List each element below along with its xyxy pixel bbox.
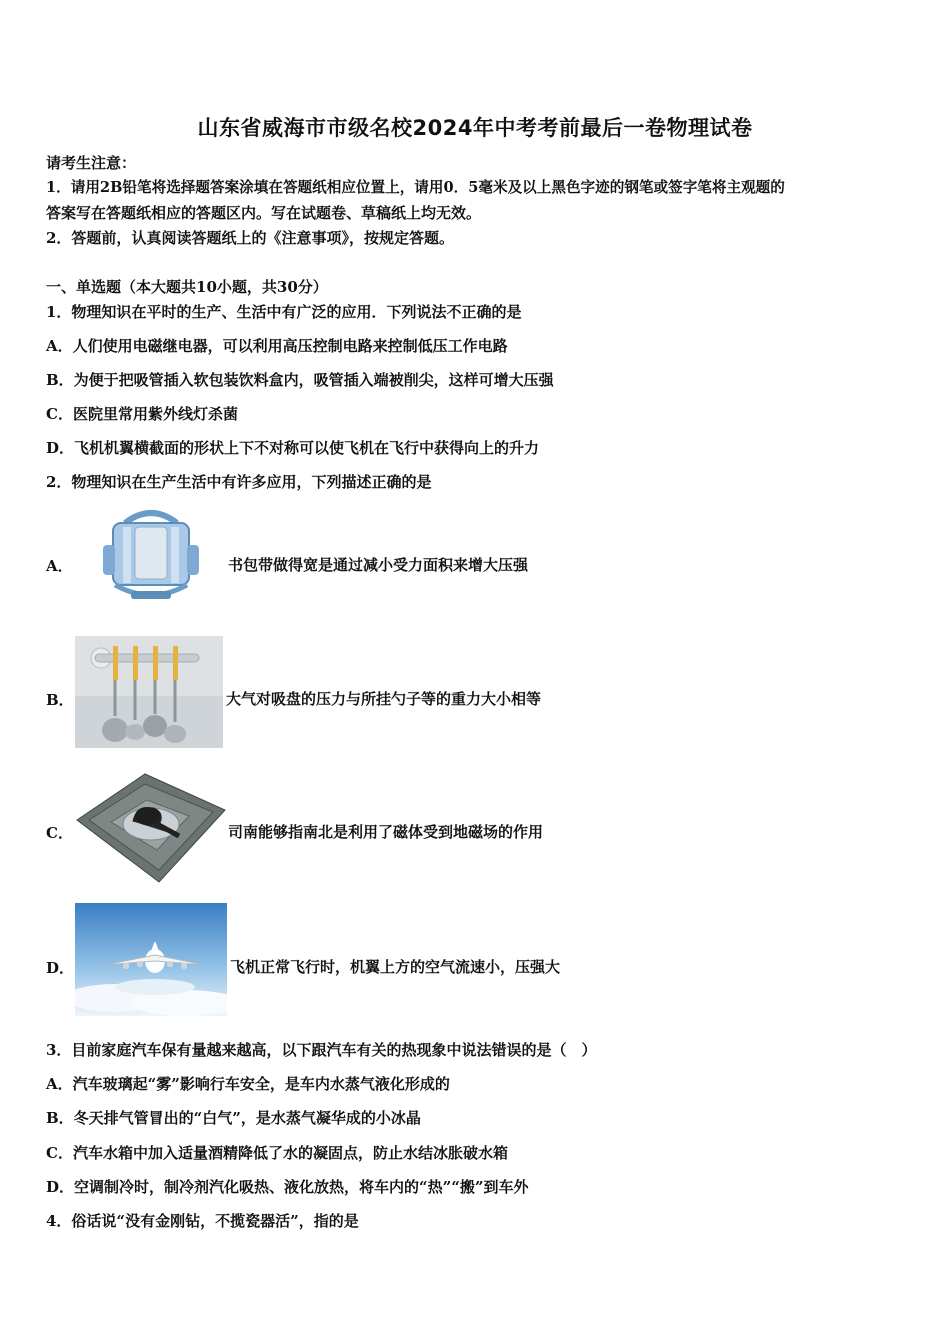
q3-option-b: B．冬天排气管冒出的“白气”，是水蒸气凝华成的小冰晶	[46, 1109, 421, 1127]
q3-stem: 3．目前家庭汽车保有量越来越高，以下跟汽车有关的热现象中说法错误的是（ ）	[46, 1041, 597, 1059]
airplane-image	[75, 903, 227, 1016]
q2-option-c-letter: C．	[46, 824, 73, 842]
q2-option-c-text: 司南能够指南北是利用了磁体受到地磁场的作用	[228, 823, 544, 841]
q2-option-a-letter: A．	[46, 557, 73, 575]
section-heading: 一、单选题（本大题共10小题，共30分）	[46, 278, 328, 296]
q3-option-d: D．空调制冷时，制冷剂汽化吸热、液化放热，将车内的“热”“搬”到车外	[46, 1178, 529, 1196]
q3-option-c: C．汽车水箱中加入适量酒精降低了水的凝固点，防止水结冰胀破水箱	[46, 1144, 508, 1162]
q1-option-a: A．人们使用电磁继电器，可以利用高压控制电路来控制低压工作电路	[46, 337, 508, 355]
notice-line-2: 2．答题前，认真阅读答题纸上的《注意事项》，按规定答题。	[46, 229, 454, 247]
notice-line-1a: 1．请用2B铅笔将选择题答案涂填在答题纸相应位置上，请用0．5毫米及以上黑色字迹的钢笔或签字笔将主观题的	[46, 179, 785, 196]
suction-hooks-image	[75, 636, 223, 748]
sinan-compass-image	[75, 770, 227, 884]
backpack-image	[95, 505, 207, 613]
q4-stem: 4．俗话说“没有金刚钻，不揽瓷器活”，指的是	[46, 1212, 359, 1230]
q2-option-d-text: 飞机正常飞行时，机翼上方的空气流速小，压强大	[230, 958, 561, 976]
q1-stem: 1．物理知识在平时的生产、生活中有广泛的应用．下列说法不正确的是	[46, 303, 522, 321]
q1-option-c: C．医院里常用紫外线灯杀菌	[46, 405, 238, 423]
q1-option-b: B．为便于把吸管插入软包装饮料盒内，吸管插入端被削尖，这样可增大压强	[46, 371, 554, 389]
notice-line-1b: 答案写在答题纸相应的答题区内。写在试题卷、草稿纸上均无效。	[46, 204, 482, 222]
q2-option-b-letter: B．	[46, 691, 74, 709]
notice-heading: 请考生注意：	[46, 154, 137, 172]
q2-option-b-text: 大气对吸盘的压力与所挂勺子等的重力大小相等	[226, 690, 542, 708]
q1-option-d: D．飞机机翼横截面的形状上下不对称可以使飞机在飞行中获得向上的升力	[46, 439, 540, 457]
q2-option-d-letter: D．	[46, 959, 75, 977]
q2-stem: 2．物理知识在生产生活中有许多应用，下列描述正确的是	[46, 473, 432, 491]
page-title: 山东省威海市市级名校2024年中考考前最后一卷物理试卷	[197, 116, 753, 140]
q2-option-a-text: 书包带做得宽是通过减小受力面积来增大压强	[228, 556, 529, 574]
q3-option-a: A．汽车玻璃起“雾”影响行车安全，是车内水蒸气液化形成的	[46, 1075, 450, 1093]
